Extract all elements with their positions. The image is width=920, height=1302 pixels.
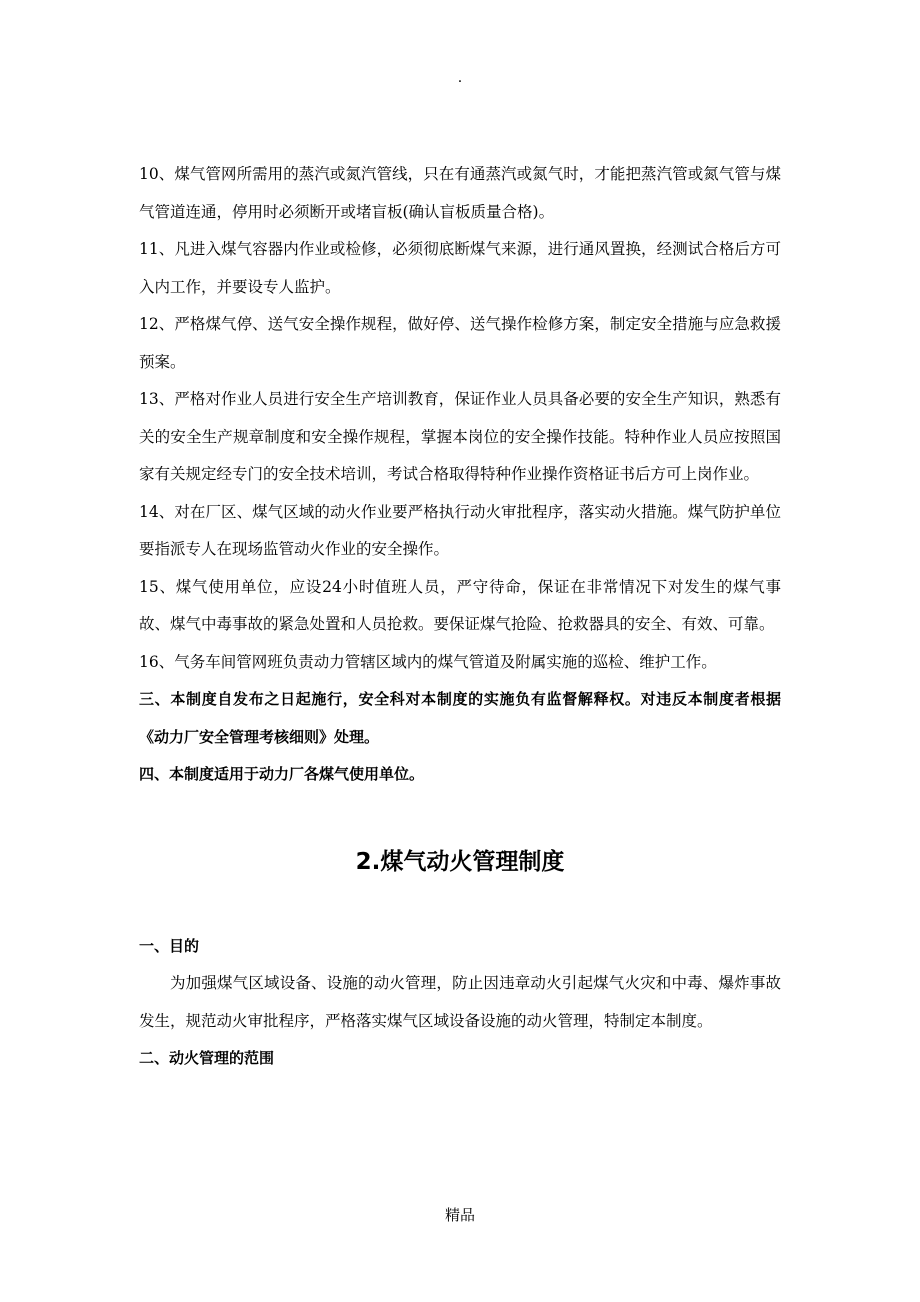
rule-item-12: 12、严格煤气停、送气安全操作规程，做好停、送气操作检修方案，制定安全措施与应急救援预案。: [139, 315, 781, 371]
rule-item-11: 11、凡进入煤气容器内作业或检修，必须彻底断煤气来源，进行通风置换，经测试合格后方可入内工作，并要设专人监护。: [139, 240, 781, 296]
clause-three: 三、本制度自发布之日起施行，安全科对本制度的实施负有监督解释权。对违反本制度者根据《动力厂安全管理考核细则》处理。: [139, 690, 781, 746]
rule-item-10: 10、煤气管网所需用的蒸汽或氮汽管线，只在有通蒸汽或氮气时，才能把蒸汽管或氮气管与煤气管道连通，停用时必须断开或堵盲板(确认盲板质量合格)。: [139, 165, 781, 221]
page-footer-label: 精品: [444, 1206, 475, 1224]
rule-item-16: 16、气务车间管网班负责动力管辖区域内的煤气管道及附属实施的巡检、维护工作。: [139, 652, 717, 671]
page-header-mark: .: [457, 70, 463, 86]
clause-four: 四、本制度适用于动力厂各煤气使用单位。: [139, 765, 425, 783]
rule-item-13: 13、严格对作业人员进行安全生产培训教育，保证作业人员具备必要的安全生产知识，熟悉有关的安全生产规章制度和安全操作规程，掌握本岗位的安全操作技能。特种作业人员应按照国家有关规定经专门的安全技术培训，考试合格取得特种作业操作资格证书后方可上岗作业。: [139, 390, 781, 483]
rule-item-14: 14、对在厂区、煤气区域的动火作业要严格执行动火审批程序，落实动火措施。煤气防护单位要指派专人在现场监管动火作业的安全操作。: [139, 502, 781, 558]
purpose-text: 为加强煤气区域设备、设施的动火管理，防止因违章动火引起煤气火灾和中毒、爆炸事故发生，规范动火审批程序，严格落实煤气区域设备设施的动火管理，特制定本制度。: [139, 974, 781, 1030]
rule-item-15: 15、煤气使用单位，应设24小时值班人员，严守待命，保证在非常情况下对发生的煤气事故、煤气中毒事故的紧急处置和人员抢救。要保证煤气抢险、抢救器具的安全、有效、可靠。: [139, 577, 781, 633]
purpose-heading: 一、目的: [139, 936, 200, 955]
scope-heading: 二、动火管理的范围: [139, 1049, 275, 1067]
section-title: 2.煤气动火管理制度: [355, 848, 565, 875]
document-body: [139, 156, 781, 1078]
